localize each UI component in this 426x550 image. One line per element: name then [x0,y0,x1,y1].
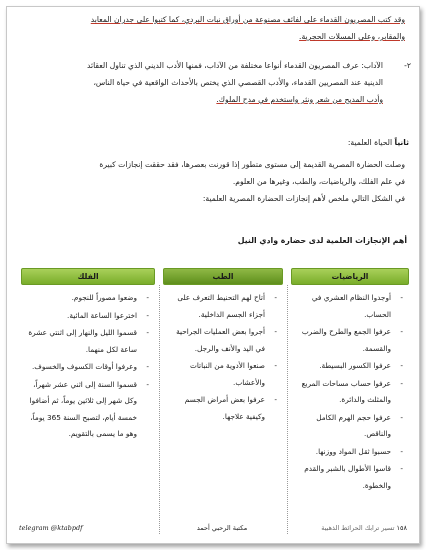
list-item: - عرفوا حساب مساحات المربع والمثلث والدائرة. [293,376,403,409]
dash-bullet: - [274,361,277,370]
list-item: - عرفوا بعض أمراض الجسم وكيفية علاجها. [165,392,277,425]
dash-bullet: - [400,446,403,456]
intro-line-2: والمقابر، وعلى المسلات الحجرية. [299,32,405,41]
list-item: - أتاح لهم التحنيط التعرف على أجزاء الجسم الداخلية. [165,290,277,323]
dash-bullet: - [274,293,277,302]
dash-bullet: - [274,327,277,336]
column-heading-mathematics: الرياضيات [291,268,409,285]
section-2-subtitle: الحياة العلمية: [347,138,393,147]
section-2-title: ثانياً [394,138,409,147]
achievements-table [21,268,409,534]
footer-center: مكتبة الرحبي أحمد [196,524,248,532]
astronomy-list [23,290,149,444]
column-divider [287,285,288,534]
dash-bullet: - [400,378,403,388]
section-2-heading [209,134,409,151]
section-2-line-1: وصلت الحضارة المصرية القديمة إلى مستوى متطور إذا قورنت بعصرها، فقد حققت إنجازات كبيرة [99,160,405,169]
section-2-line-2: في علم الفلك، والرياضيات، والطب، وغيرها من العلوم. [232,177,405,186]
list-item: - أوجدوا النظام العشري في الحساب. [293,290,403,323]
dash-bullet: - [146,310,149,320]
table-caption: أهم الإنجازات العلمية لدى حضارة وادي النيل [237,236,407,245]
column-medicine [163,268,283,534]
dash-bullet: - [400,412,403,422]
dash-bullet: - [146,293,149,302]
list-item: - أجروا بعض العمليات الجراحية في اليد والأنف والرجل. [165,324,277,357]
list-item: - قاسوا الأطوال بالشبر والقدم والخطوة. [293,461,403,494]
dash-bullet: - [146,379,149,389]
dash-bullet: - [400,361,403,370]
footer-page-info [287,524,407,532]
dash-bullet: - [400,327,403,336]
footer-left: telegram @ktabpdf [19,524,83,532]
item-2-line-1: الآداب: عرف المصريون القدماء أنواعا مختلفة من الآداب، فمنها الأدب الديني الذي تناول العقائد [86,61,383,70]
item-2-number: ٢- [404,61,411,70]
list-item: - حسبوا ثقل المواد ووزنها. [293,444,403,461]
section-2-line-3: في الشكل التالي ملخص لأهم إنجازات الحضارة المصرية العلمية: [202,194,405,203]
list-item: - قسموا الليل والنهار إلى اثنتي عشرة ساعة لكل منهما. [23,325,149,358]
dash-bullet: - [146,328,149,337]
item-2-line-3: وأدب المديح من شعر ونثر واستخدم في مدح الملوك. [216,95,383,104]
column-mathematics [291,268,409,534]
document-page [6,6,420,544]
item-2-line-2: الدينية عند المصريين القدماء، والأدب القصصي الذي يختص بالأحداث الواقعية في حياة الناس، [93,78,383,87]
list-item: - عرفوا حجم الهرم الكامل والناقص. [293,410,403,443]
column-astronomy [21,268,155,534]
dash-bullet: - [400,293,403,302]
dash-bullet: - [274,395,277,404]
intro-line-1: وقد كتب المصريون القدماء على لفائف مصنوعة من أوراق نبات البردي، كما كتبوا على جدران المعابد [90,15,405,24]
mathematics-list [293,290,403,495]
book-title: تسير ترابك الحرائط الذهبية [321,524,395,532]
list-item: - صنعوا الأدوية من النباتات والأعشاب. [165,358,277,391]
list-item: - عرفوا الجمع والطرح والضرب والقسمة. [293,324,403,357]
dash-bullet: - [400,464,403,473]
column-heading-astronomy: الفلك [21,268,155,285]
column-heading-medicine: الطب [163,268,283,285]
list-item: - وضعوا مصوراً للنجوم. [23,290,149,307]
medicine-list [165,290,277,426]
column-divider [159,285,160,534]
list-item: - عرفوا الكسور البسيطة. [293,358,403,375]
list-item: - قسموا السنة إلى اثني عشر شهراً، وكل شهر إلى ثلاثين يوماً، ثم أضافوا خمسة أيام، لتصبح السنة 365 يوماً، وهو ما يسمى بالتقويم. [23,377,149,443]
list-item: - اخترعوا الساعة المائية. [23,308,149,325]
list-item: - وعرفوا أوقات الكسوف والخسوف. [23,359,149,376]
dash-bullet: - [146,362,149,371]
page-number: ١٥٨ [396,524,407,532]
